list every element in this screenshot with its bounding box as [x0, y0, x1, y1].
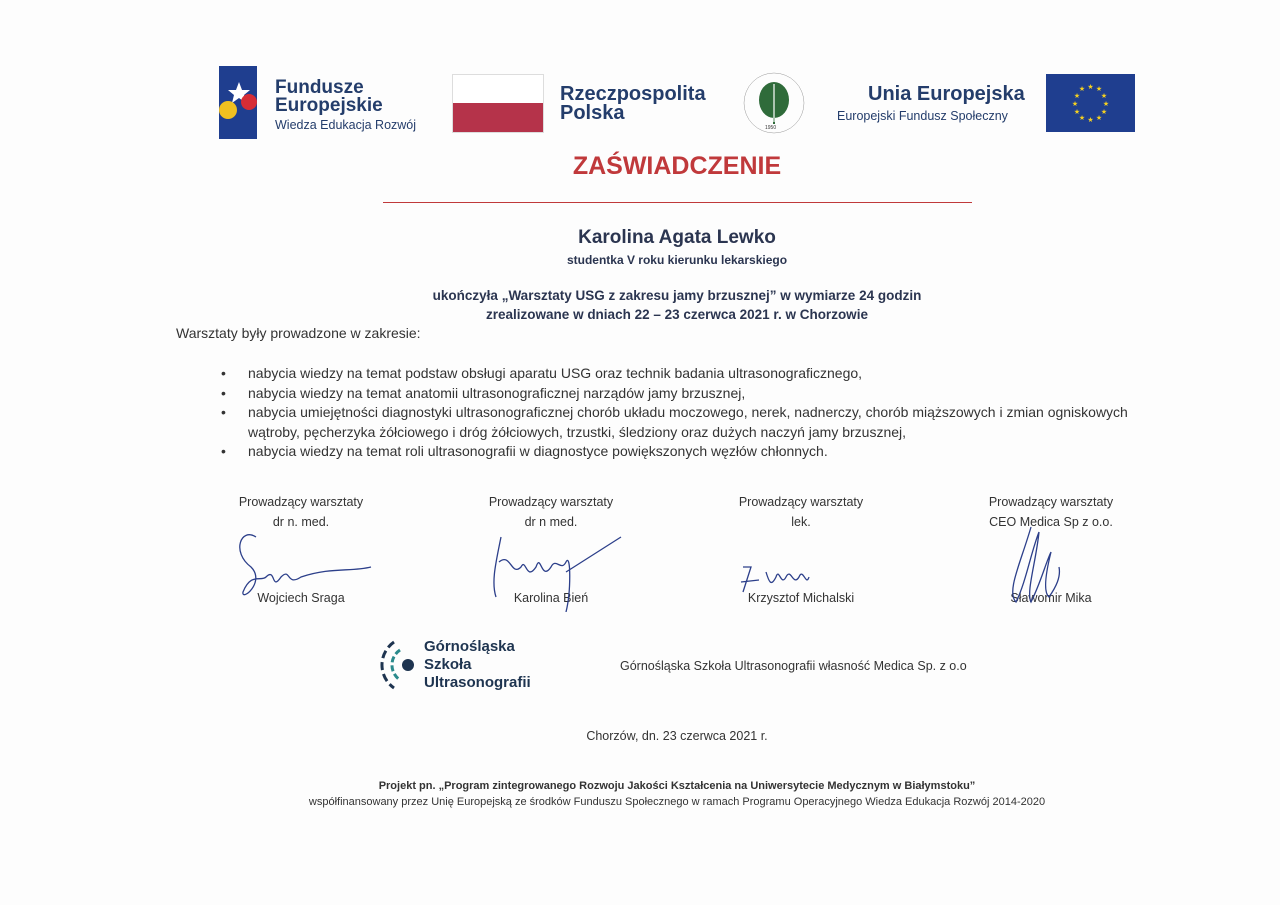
- school-name-1: Górnośląska: [424, 638, 515, 655]
- umb-year: 1950: [765, 125, 777, 131]
- svg-text:★: ★: [1071, 101, 1079, 108]
- rp-title-2: Polska: [560, 102, 625, 124]
- list-item: • nabycia wiedzy na temat podstaw obsługi aparatu USG oraz technik badania ultrasonograficznego,: [221, 364, 1181, 384]
- svg-text:★: ★: [1100, 109, 1108, 116]
- fe-subtitle: Wiedza Edukacja Rozwój: [275, 118, 417, 132]
- recipient-name: Karolina Agata Lewko: [578, 227, 776, 248]
- svg-text:★: ★: [1087, 117, 1094, 124]
- signatory-title: dr n. med.: [272, 515, 330, 529]
- signature-icon: [931, 522, 1171, 612]
- polish-flag-icon: [452, 74, 544, 133]
- svg-text:★: ★: [1102, 101, 1110, 108]
- project-line-2: współfinansowany przez Unię Europejską ze środków Funduszu Społecznego w ramach Programu Operacyjnego Wiedza Edukacja Rozwój 2014-2020: [308, 796, 1046, 808]
- svg-text:★: ★: [1095, 115, 1103, 122]
- eu-flag-icon: [1046, 74, 1135, 137]
- document-title: ZAŚWIADCZENIE: [572, 152, 782, 180]
- project-line-1: Projekt pn. „Program zintegrowanego Rozwoju Jakości Kształcenia na Uniwersytecie Medycznym w Białymstoku”: [378, 780, 976, 792]
- signatory-label: Prowadzący warsztaty: [738, 495, 864, 509]
- school-name-2: Szkoła: [424, 656, 472, 673]
- svg-text:★: ★: [1073, 93, 1081, 100]
- fe-stars-icon: [219, 66, 257, 139]
- signatory-title: lek.: [791, 515, 811, 529]
- svg-text:★: ★: [1078, 115, 1086, 122]
- signatory-1: [181, 492, 421, 608]
- fe-title: Fundusze: [275, 77, 364, 98]
- svg-text:★: ★: [1087, 84, 1094, 91]
- signature-icon: [181, 522, 421, 612]
- school-logo: [370, 638, 531, 698]
- school-owner: Górnośląska Szkoła Ultrasonografii własność Medica Sp. z o.o: [620, 659, 967, 673]
- scope-intro: Warsztaty były prowadzone w zakresie:: [176, 325, 421, 341]
- course-completed: ukończyła „Warsztaty USG z zakresu jamy brzusznej” w wymiarze 24 godzin: [432, 288, 922, 303]
- signatory-label: Prowadzący warsztaty: [238, 495, 364, 509]
- svg-text:★: ★: [1073, 109, 1081, 116]
- list-item: • nabycia umiejętności diagnostyki ultrasonograficznej chorób układu moczowego, nerek, nadnerczy, chorób miąższowych i zmian ogniskowych wątroby, pęcherzyka żółciowego i dróg żółciowych, trzustki, śledziony oraz dużych naczyń jamy brzusznej,: [221, 403, 1181, 442]
- signatory-title: dr n med.: [524, 515, 578, 529]
- signatory-2: [431, 492, 671, 608]
- signatory-name: Karolina Bień: [513, 591, 589, 605]
- place-date: Chorzów, dn. 23 czerwca 2021 r.: [586, 729, 768, 743]
- ue-subtitle: Europejski Fundusz Społeczny: [837, 109, 1008, 123]
- ultrasound-waves-icon: [370, 638, 420, 693]
- signatory-3: [681, 492, 921, 608]
- signatory-label: Prowadzący warsztaty: [488, 495, 614, 509]
- rp-title: Rzeczpospolita: [560, 83, 706, 105]
- signatory-4: [931, 492, 1171, 608]
- ue-title: Unia Europejska: [868, 83, 1025, 105]
- svg-text:★: ★: [1078, 86, 1086, 93]
- course-dates: zrealizowane w dniach 22 – 23 czerwca 2021 r. w Chorzowie: [486, 307, 868, 322]
- signatory-name: Wojciech Sraga: [257, 591, 345, 605]
- svg-text:★: ★: [1095, 86, 1103, 93]
- signatory-label: Prowadzący warsztaty: [988, 495, 1114, 509]
- title-divider: [383, 202, 972, 203]
- signatory-title: CEO Medica Sp z o.o.: [989, 515, 1113, 529]
- svg-text:★: ★: [1100, 93, 1108, 100]
- signatory-name: Sławomir Mika: [1010, 591, 1092, 605]
- list-item: • nabycia wiedzy na temat anatomii ultrasonograficznej narządów jamy brzusznej,: [221, 384, 1181, 404]
- list-item: • nabycia wiedzy na temat roli ultrasonografii w diagnostyce powiększonych węzłów chłonnych.: [221, 442, 1181, 462]
- fe-title-2: Europejskie: [275, 95, 383, 116]
- signatory-name: Krzysztof Michalski: [747, 591, 855, 605]
- umb-seal-logo: [738, 70, 810, 141]
- signature-icon: [681, 522, 921, 612]
- recipient-role: studentka V roku kierunku lekarskiego: [566, 253, 788, 267]
- fundusze-europejskie-logo: [219, 66, 417, 144]
- scope-list: [221, 364, 1181, 462]
- school-name-3: Ultrasonografii: [424, 674, 531, 691]
- signature-icon: [431, 522, 671, 612]
